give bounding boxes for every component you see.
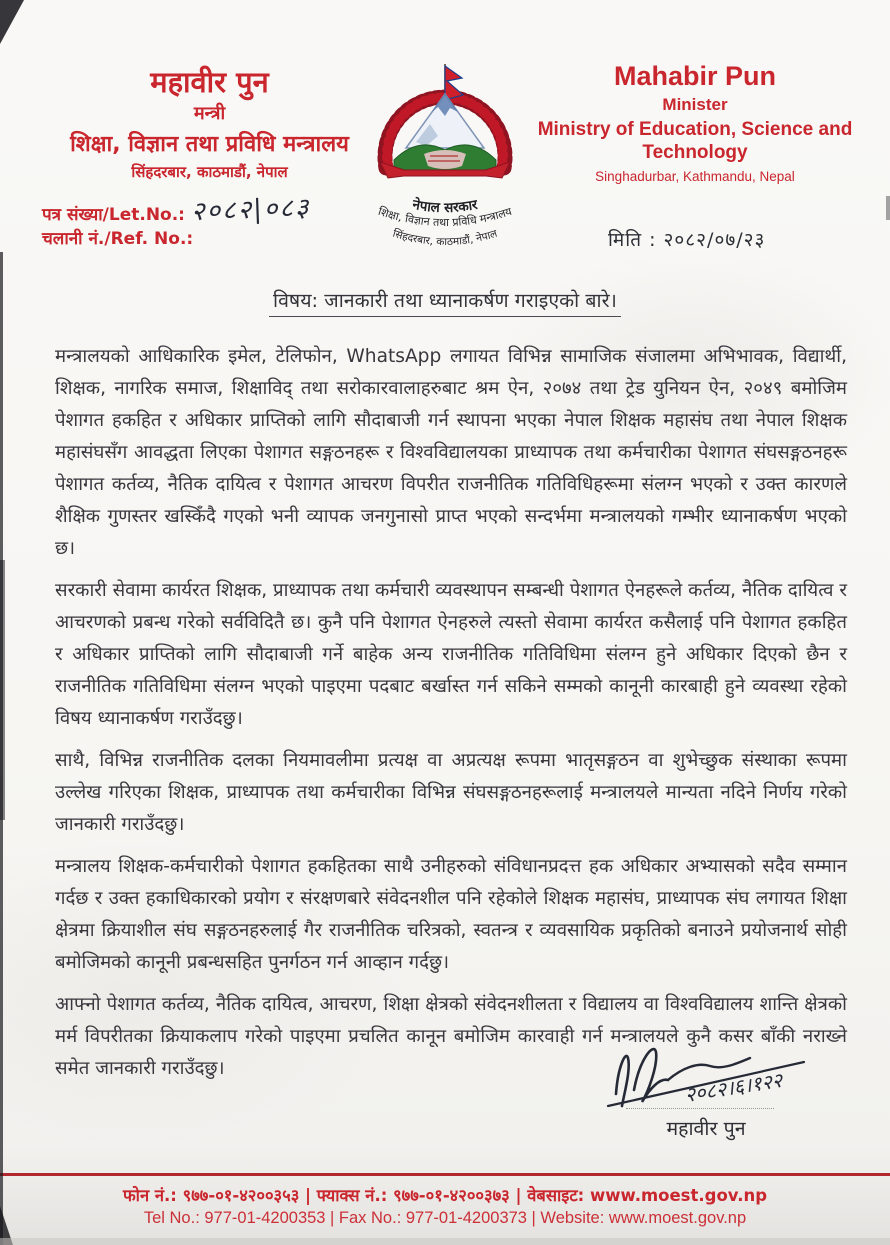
letter-number-handwritten-value: २०८२|०८३ [190, 192, 311, 228]
emblem-text-arc3: सिंहदरबार, काठमाडौं, नेपाल [391, 227, 499, 249]
ministry-address-nepali: सिंहदरबार, काठमाडौं, नेपाल [131, 163, 288, 182]
scan-band-bottom [0, 1238, 890, 1245]
letterhead-english [528, 62, 862, 184]
footer-divider [0, 1173, 890, 1176]
paragraph-5: आफ्नो पेशागत कर्तव्य, नैतिक दायित्व, आचरण, शिक्षा क्षेत्रको संवेदनशीलता र विद्यालय वा विश्वविद्यालय शान्ति क्षेत्रको मर्म विपरीतका क्रियाकलाप गरेको पाइएमा प्रचलित कानून बमोजिम कारवाही गर्न मन्त्रालयले कुनै कसर बाँकी नराख्ने समेत जानकारी गराउँदछु। [55, 994, 847, 1079]
minister-name-nepali: महावीर पुन [150, 65, 269, 99]
footer-contacts-nepali: फोन नं.: ९७७-०१-४२००३५३ | फ्याक्स नं.: ९७७-०१-४२००३७३ | वेबसाइट: www.moest.gov.np [122, 1186, 768, 1205]
letter-body [55, 341, 847, 1095]
ref-number-label: चलानी नं./Ref. No.: [42, 229, 194, 249]
ministry-name-english: Ministry of Education, Science and Technology [537, 118, 853, 164]
ref-number-row [42, 226, 310, 260]
terrace-fields [424, 150, 466, 169]
scan-edge-left [0, 252, 3, 1245]
letterhead-nepali [52, 66, 367, 182]
reference-block [42, 192, 310, 260]
letter-number-label: पत्र संख्या/Let.No.: [42, 205, 185, 225]
scan-edge-left-2 [0, 560, 5, 820]
ministry-name-nepali: शिक्षा, विज्ञान तथा प्रविधि मन्त्रालय [70, 132, 349, 158]
letter-number-row [42, 192, 310, 226]
signatory-name: महावीर पुन [666, 1117, 746, 1140]
date-label: मिति : [608, 229, 657, 251]
signature-dotted-line [626, 1108, 774, 1109]
scan-mark-top-left [0, 0, 24, 44]
subject-line: विषय: जानकारी तथा ध्यानाकर्षण गराइएको बारे। [269, 286, 621, 317]
signature-handwritten-date: २०८२।६।१२२ [683, 1067, 784, 1107]
date-line [608, 226, 765, 252]
signature-scribble [598, 1036, 828, 1112]
paragraph-4: मन्त्रालय शिक्षक-कर्मचारीको पेशागत हकहितका साथै उनीहरुको संविधानप्रदत्त हक अधिकार अभ्यासको सदैव सम्मान गर्दछ र उक्त हकाधिकारको प्रयोग र संरक्षणबारे संवेदनशील पनि रहेकोले शिक्षक महासंघ, प्राध्यापक संघ लगायत शिक्षा क्षेत्रमा क्रियाशील संघ सङ्गठनहरुलाई गैर राजनीतिक चरित्रको, स्वतन्त्र र व्यवसायिक प्रकृतिको बनाउने प्रयोजनार्थ सोही बमोजिमको कानूनी प्रबन्धसहित पुनर्गठन गर्न आव्हान गर्दछु। [55, 856, 847, 973]
minister-title-english: Minister [662, 94, 728, 114]
minister-title-nepali: मन्त्री [193, 103, 226, 125]
date-value: २०८२/०७/२३ [663, 229, 766, 251]
emblem-text-arc2: शिक्षा, विज्ञान तथा प्रविधि मन्त्रालय [376, 204, 514, 230]
scan-mark-right-edge [886, 196, 890, 220]
emblem-text-arc1: नेपाल सरकार [411, 196, 479, 217]
paragraph-2: सरकारी सेवामा कार्यरत शिक्षक, प्राध्यापक तथा कर्मचारी व्यवस्थापन सम्बन्धी पेशागत ऐनहरूले कर्तव्य, नैतिक दायित्व र आचरणको प्रबन्ध गरेको सर्वविदितै छ। कुनै पनि पेशागत ऐनहरुले त्यस्तो सेवामा कार्यरत कसैलाई पनि पेशागत हकहित र अधिकार प्राप्तिको लागि सौदाबाजी गर्ने बाहेक अन्य राजनीतिक गतिविधिमा संलग्न हुने अधिकार दिएको छैन र राजनीतिक गतिविधिमा संलग्न भएको पाइएमा पदबाट बर्खास्त गर्न सकिने सम्मको कानूनी कारबाही हुने व्यवस्था रहेको विषय ध्यानाकर्षण गराउँदछु। [55, 580, 848, 729]
paragraph-3: साथै, विभिन्न राजनीतिक दलका नियमावलीमा प्रत्यक्ष वा अप्रत्यक्ष रूपमा भातृसङ्गठन वा शुभेच्छुक संस्थाका रूपमा उल्लेख गरिएका शिक्षक, प्राध्यापक तथा कर्मचारीका विभिन्न संघसङ्गठनहरूलाई मन्त्रालयले मान्यता नदिने निर्णय गरेको जानकारी गराउँदछु। [55, 750, 847, 835]
subject-wrap [0, 286, 890, 317]
nepal-flag-icon [445, 66, 463, 100]
nepal-government-emblem-icon [346, 50, 544, 262]
signature-stroke-1 [616, 1056, 629, 1106]
footer-contacts-english: Tel No.: 977-01-4200353 | Fax No.: 977-01-4200373 | Website: www.moest.gov.np [143, 1209, 747, 1227]
minister-name-english: Mahabir Pun [613, 61, 776, 91]
paragraph-1: मन्त्रालयको आधिकारिक इमेल, टेलिफोन, WhatsApp लगायत विभिन्न सामाजिक संजालमा अभिभावक, विद्यार्थी, शिक्षक, नागरिक समाज, शिक्षाविद् तथा सरोकारवालाहरुबाट श्रम ऐन, २०७४ तथा ट्रेड युनियन ऐन, २०४९ बमोजिम पेशागत हकहित र अधिकार प्राप्तिको लागि सौदाबाजी गर्न स्थापना भएका नेपाल शिक्षक महासंघ तथा नेपाल शिक्षक महासंघसँग आवद्धता लिएका पेशागत सङ्गठनहरू र विश्वविद्यालयका प्राध्यापक तथा कर्मचारीका पेशागत संघसङ्गठनहरू पेशागत कर्तव्य, नैतिक दायित्व र पेशागत आचरण विपरीत राजनीतिक गतिविधिहरूमा संलग्न भएको र उक्त कारणले शैक्षिक गुणस्तर खस्किँदै गएको भनी व्यापक जनगुनासो प्राप्त भएको सन्दर्भमा मन्त्रालयको गम्भीर ध्यानाकर्षण भएको छ। [55, 346, 847, 559]
ministry-address-english: Singhadurbar, Kathmandu, Nepal [595, 169, 795, 185]
